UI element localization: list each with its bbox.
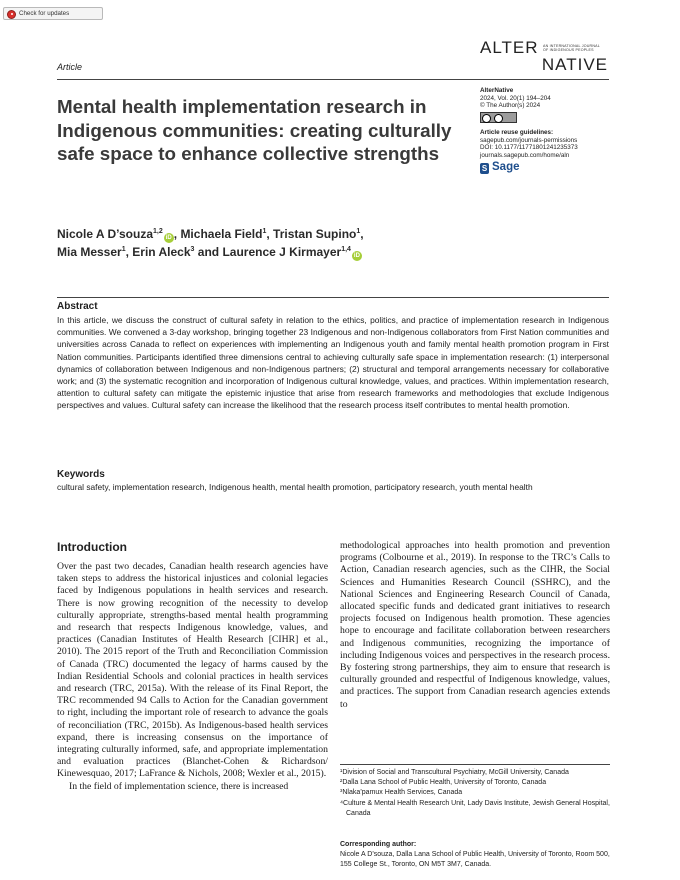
creative-commons-icon[interactable] (480, 112, 517, 123)
article-title: Mental health implementation research in Indigenous communities: creating culturally safe space to enhance collective strengths (57, 96, 452, 164)
author-separator: , (125, 245, 133, 259)
publisher-name: Sage (492, 161, 520, 174)
author-affiliation-marker: 1 (356, 228, 361, 235)
reuse-guidelines-link[interactable]: sagepub.com/journals-permissions (480, 136, 578, 144)
abstract-section (57, 297, 609, 412)
affiliations-footnote (340, 764, 610, 819)
journal-logo-tagline: AN INTERNATIONAL JOURNAL OF INDIGENOUS PEOPLES (543, 44, 600, 53)
copyright-line: © The Author(s) 2024 (480, 102, 541, 110)
journal-logo-line2: NATIVE (541, 55, 608, 74)
author-name: Laurence J Kirmayer (222, 245, 342, 259)
volume-line: 2024, Vol. 20(1) 194–204 (480, 94, 551, 102)
author-separator: , (360, 227, 364, 241)
journal-short-name: AlterNative (480, 87, 514, 94)
body-column-left (57, 540, 328, 793)
crossmark-icon (7, 10, 16, 19)
section-heading-introduction: Introduction (57, 540, 127, 554)
keywords-section (57, 469, 609, 493)
abstract-heading: Abstract (57, 301, 98, 312)
author-affiliation-marker: 1,2 (153, 228, 163, 235)
affiliation-item: ³Nlaka’pamux Health Services, Canada (340, 789, 463, 797)
keywords-heading: Keywords (57, 469, 105, 480)
publisher-logo (480, 163, 610, 174)
author-separator: , (173, 227, 181, 241)
abstract-text: In this article, we discuss the construct of cultural safety in relation to the ethics, politics, and practice of implementation research in Indigenous communities. We convened a 3-day workshop, bringing together 23 Indigenous and non-Indigenous collaborators from First Nation communities and universities across Canada to reflect on experiences with implementing an Indigenous youth and family mental health promotion program in First Nation communities. Participants identified three dimensions central to achieving culturally safe space in implementation research: (1) interpersonal dynamics of collaboration between Indigenous and non-Indigenous partners; (2) structural and temporal arrangements necessary for collaborative work; and (3) the systematic recognition and incorporation of Indigenous cultural knowledge, values, and practices. Within implementation research, attention to cultural safety can mitigate the epistemic injustice that arise from research frameworks and methodologies that exclude Indigenous perspectives and values. Cultural safety can increase the likelihood that the research process itself contributes to mental health promotion. (57, 315, 609, 411)
affiliation-item: ⁴Culture & Mental Health Research Unit, Lady Davis Institute, Jewish General Hospital, Canada (340, 799, 610, 817)
body-column-right (340, 540, 610, 711)
author-separator: , (266, 227, 274, 241)
sage-icon: S (481, 163, 488, 173)
author-list (57, 225, 477, 261)
affiliation-item: ²Dalla Lana School of Public Health, University of Toronto, Canada (340, 779, 547, 787)
body-paragraph: methodological approaches into health promotion and prevention programs (Colbourne et al., 2019). In response to the TRC’s Calls to Action, Canadian research agencies, such as the CIHR, the Social Sciences and Humanities Research Council (SSHRC), and the National Sciences and Engineering Research Council of Canada, allocated specific funds and dedicated grant initiatives to research projects focused on Indigenous health promotion. These agencies hope to encourage and facilitate collaboration between researchers and Indigenous communities, recognizing the importance of including Indigenous voices and perspectives in the research process. By fostering strong partnerships, they aim to ensure that research is culturally grounded and respectful of Indigenous knowledge, values, and practices. The support from Canadian research agencies extends to (340, 540, 610, 710)
check-for-updates-button[interactable] (3, 7, 103, 20)
doi-link[interactable]: DOI: 10.1177/11771801241235373 (480, 144, 578, 152)
body-paragraph: In the field of implementation science, there is increased (69, 780, 289, 792)
affiliation-item: ¹Division of Social and Transcultural Psychiatry, McGill University, Canada (340, 769, 569, 776)
author-affiliation-marker: 1 (262, 228, 267, 235)
author-name: Erin Aleck (132, 245, 191, 259)
orcid-icon[interactable]: iD (165, 235, 172, 241)
header-divider (57, 79, 609, 80)
reuse-guidelines-label: Article reuse guidelines: (480, 128, 554, 136)
article-metadata (480, 87, 610, 174)
journal-logo (480, 38, 610, 78)
author-name: Mia Messer (57, 245, 122, 259)
author-affiliation-marker: 1,4 (341, 246, 351, 253)
corresponding-author-text: Nicole A D’souza, Dalla Lana School of Public Health, University of Toronto, Room 500, 155 College St., Toronto, ON M5T 3M7, Canada. (340, 851, 610, 869)
check-for-updates-label: Check for updates (19, 10, 70, 17)
orcid-icon[interactable]: iD (353, 253, 360, 259)
journal-logo-line1: ALTER (480, 38, 539, 57)
author-affiliation-marker: 3 (190, 246, 195, 253)
author-conjunction: and (194, 245, 223, 259)
corresponding-author-label: Corresponding author: (340, 841, 417, 848)
author-name: Tristan Supino (273, 227, 357, 241)
keywords-text: cultural safety, implementation research, Indigenous health, mental health promotion, participatory research, youth mental health (57, 482, 533, 492)
article-type: Article (57, 62, 83, 72)
body-paragraph: Over the past two decades, Canadian health research agencies have taken steps to address the historical injustices and colonial legacies faced by Indigenous populations in health services and research. There is now growing recognition of the necessity to develop culturally appropriate, strengths-based mental health programming and research that respects Indigenous knowledge, values, and practices (Canadian Institutes of Health Research [CIHR] et al., 2010). The 2015 report of the Truth and Reconciliation Commission of Canada (TRC) documented the legacy of harms caused by the Indian Residential Schools and colonial practices in health services and research (TRC, 2015a). With the release of its Final Report, the TRC recommended 94 Calls to Action for the Canadian government to right, including the important role of research to advance the goals of reconciliation (TRC, 2015b). As Indigenous-based health services expand, there is increasing consensus on the importance of integrating culturally informed, safe, and appropriate implementation and evaluation practices (Blanchet-Cohen & Richardson/ Kinewesquao, 2017; LaFrance & Nichols, 2008; Wexler et al., 2015). (57, 561, 328, 780)
author-name: Michaela Field (180, 227, 263, 241)
author-name: Nicole A D’souza (57, 227, 154, 241)
corresponding-author (340, 840, 610, 871)
journal-home-link[interactable]: journals.sagepub.com/home/aln (480, 151, 570, 159)
author-affiliation-marker: 1 (121, 246, 126, 253)
